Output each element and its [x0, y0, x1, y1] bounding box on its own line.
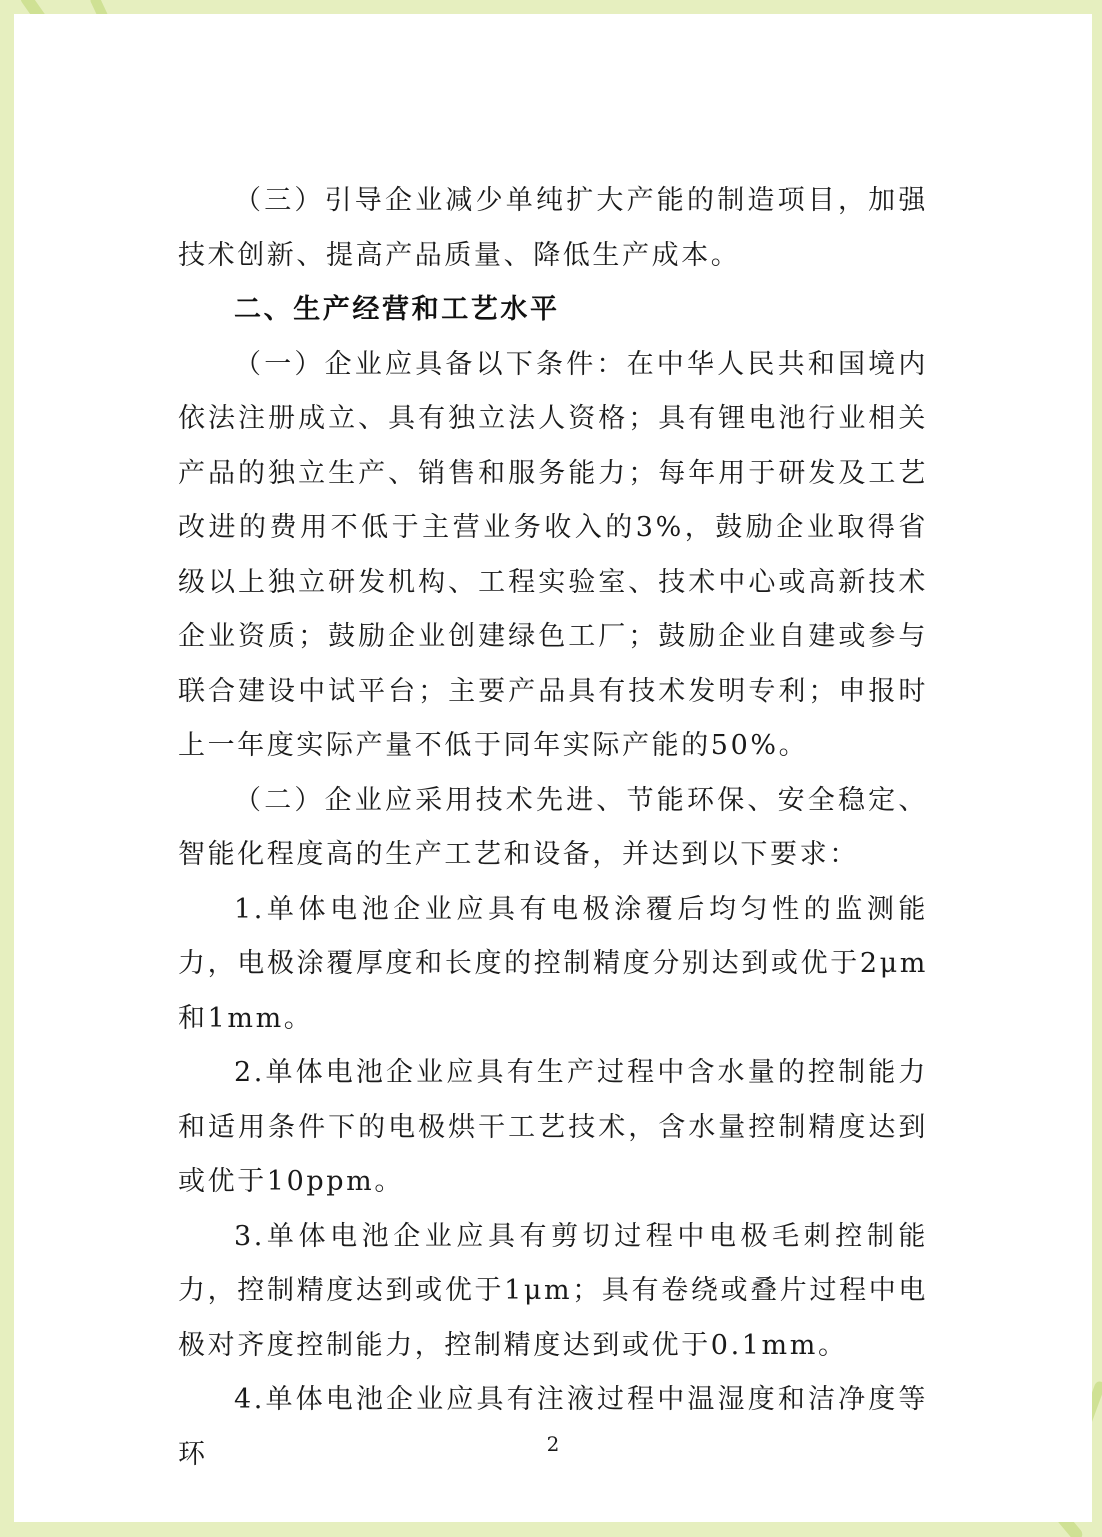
paragraph-requirement-2: 2.单体电池企业应具有生产过程中含水量的控制能力和适用条件下的电极烘干工艺技术，含水量控制精度达到或优于10ppm。: [178, 1057, 928, 1197]
document-body: [178, 174, 928, 1482]
paragraph-requirement-4: 4.单体电池企业应具有注液过程中温湿度和洁净度等环: [178, 1384, 928, 1470]
document-page: [14, 14, 1092, 1522]
paragraph-item-two: （二）企业应采用技术先进、节能环保、安全稳定、智能化程度高的生产工艺和设备，并达到以下要求：: [178, 784, 928, 870]
paragraph-requirement-3: 3.单体电池企业应具有剪切过程中电极毛刺控制能力，控制精度达到或优于1μm；具有卷绕或叠片过程中电极对齐度控制能力，控制精度达到或优于0.1mm。: [178, 1220, 928, 1361]
section-heading: 二、生产经营和工艺水平: [234, 294, 560, 325]
paragraph-requirement-1: 1.单体电池企业应具有电极涂覆后均匀性的监测能力，电极涂覆厚度和长度的控制精度分别达到或优于2μm和1mm。: [178, 893, 928, 1034]
paragraph-item-one: （一）企业应具备以下条件：在中华人民共和国境内依法注册成立、具有独立法人资格；具有锂电池行业相关产品的独立生产、销售和服务能力；每年用于研发及工艺改进的费用不低于主营业务收入的3%，鼓励企业取得省级以上独立研发机构、工程实验室、技术中心或高新技术企业资质；鼓励企业创建绿色工厂；鼓励企业自建或参与联合建设中试平台；主要产品具有技术发明专利；申报时上一年度实际产量不低于同年实际产能的50%。: [178, 348, 928, 761]
paragraph-section-three: （三）引导企业减少单纯扩大产能的制造项目，加强技术创新、提高产品质量、降低生产成本。: [178, 185, 928, 271]
page-number: 2: [546, 1432, 560, 1456]
